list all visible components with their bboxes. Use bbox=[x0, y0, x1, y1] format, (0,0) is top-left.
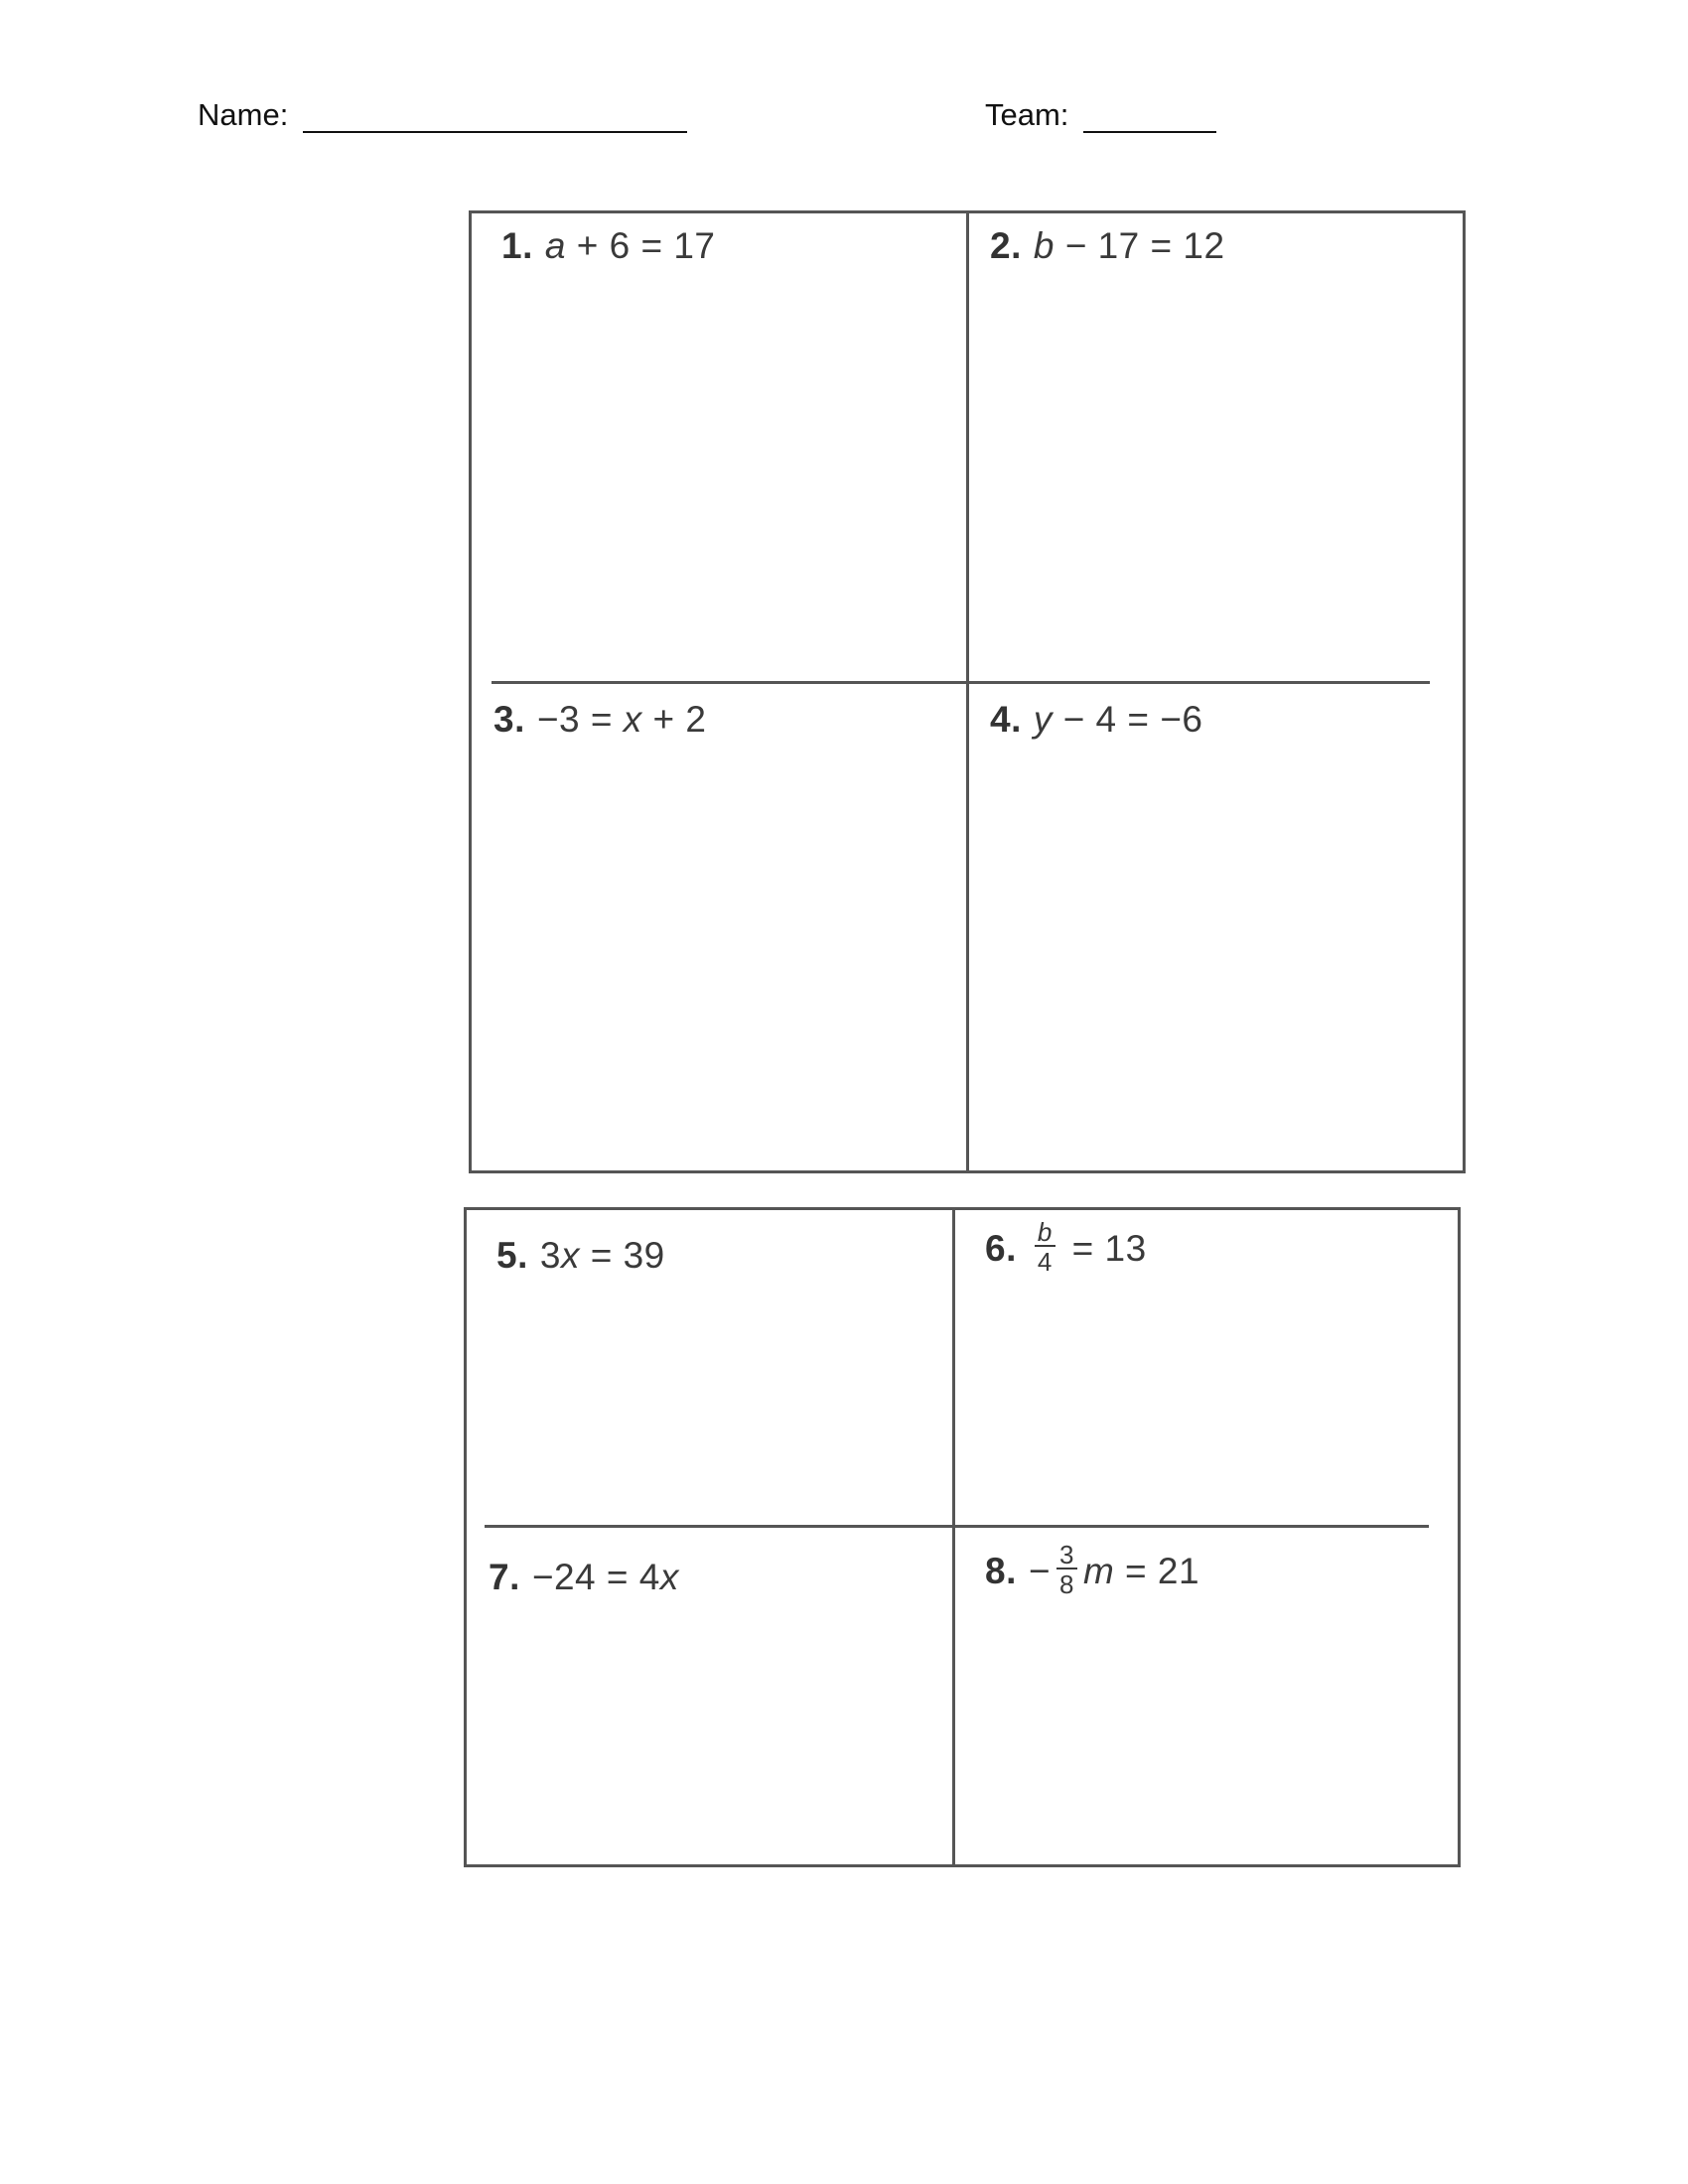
team-label: Team: bbox=[985, 97, 1069, 132]
problem-7: 7. −24 = 4x bbox=[489, 1557, 679, 1597]
variable: m bbox=[1082, 1550, 1115, 1591]
name-label: Name: bbox=[198, 97, 289, 132]
grid-divider-horizontal bbox=[485, 1525, 1429, 1528]
variable: x bbox=[623, 699, 642, 740]
fraction: $\frac{3}{8}$ bbox=[1056, 1542, 1077, 1597]
problem-2: 2. b − 17 = 12 bbox=[990, 225, 1225, 266]
problem-number: 5. bbox=[496, 1235, 528, 1276]
problem-number: 1. bbox=[501, 225, 533, 266]
variable: x bbox=[560, 1235, 580, 1276]
problem-number: 2. bbox=[990, 225, 1022, 266]
problem-number: 6. bbox=[985, 1227, 1017, 1269]
name-blank-line[interactable] bbox=[303, 131, 687, 133]
grid-divider-vertical bbox=[952, 1207, 955, 1867]
problem-grid-5-8 bbox=[464, 1207, 1461, 1867]
problem-3: 3. −3 = x + 2 bbox=[493, 699, 707, 740]
problem-5: 5. 3x = 39 bbox=[496, 1235, 665, 1276]
grid-divider-vertical bbox=[966, 210, 969, 1173]
problem-4: 4. y − 4 = −6 bbox=[990, 699, 1203, 740]
problem-number: 7. bbox=[489, 1557, 520, 1597]
problem-number: 3. bbox=[493, 699, 525, 740]
problem-number: 8. bbox=[985, 1550, 1017, 1591]
problem-6: 6. $\frac{b}{4}$ = 13 bbox=[985, 1217, 1147, 1277]
grid-divider-horizontal bbox=[492, 681, 1430, 684]
variable: y bbox=[1033, 699, 1053, 740]
problem-number: 4. bbox=[990, 699, 1022, 740]
variable: x bbox=[659, 1557, 679, 1597]
problem-8: 8. − $\frac{3}{8}$ m = 21 bbox=[985, 1540, 1200, 1599]
variable: b bbox=[1033, 225, 1055, 266]
team-blank-line[interactable] bbox=[1083, 131, 1216, 133]
problem-1: 1. a + 6 = 17 bbox=[501, 225, 716, 266]
fraction: $\frac{b}{4}$ bbox=[1035, 1219, 1055, 1275]
variable: a bbox=[544, 225, 566, 266]
